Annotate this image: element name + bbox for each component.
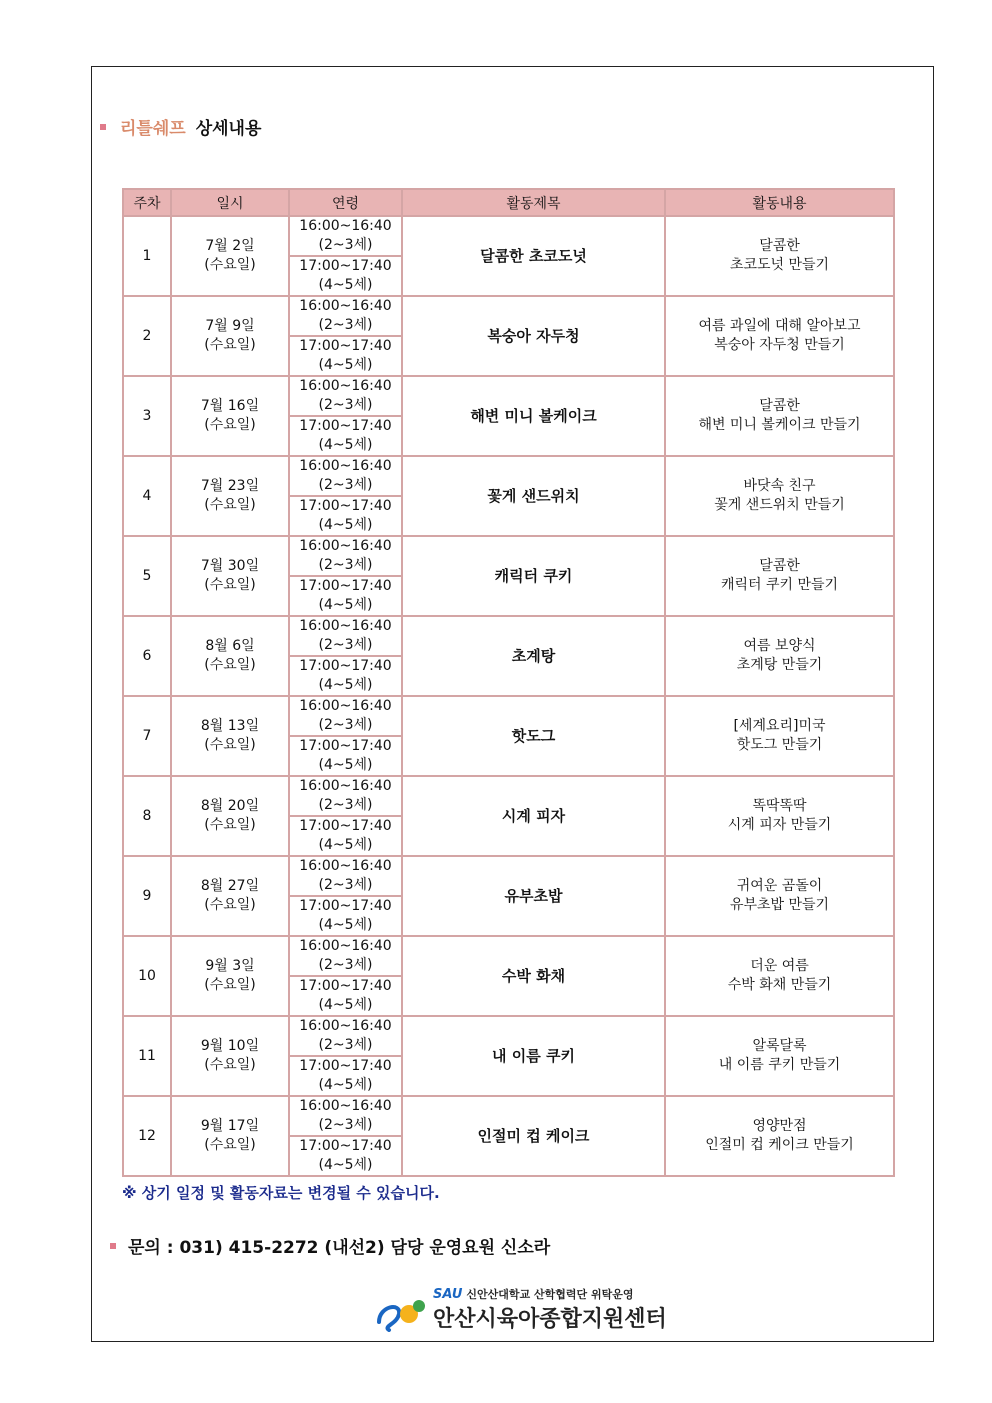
time-text: 16:00~16:40 xyxy=(299,538,392,554)
age-text: (4~5세) xyxy=(318,277,373,293)
age-text: (2~3세) xyxy=(318,877,373,893)
age-text: (2~3세) xyxy=(318,477,373,493)
activity-content xyxy=(665,536,894,616)
content-line-1: 귀여운 곰돌이 xyxy=(736,878,823,894)
week-cell: 6 xyxy=(123,616,171,696)
activity-title: 수박 화채 xyxy=(402,936,665,1016)
age-slot-1 xyxy=(289,1016,402,1056)
activity-title: 캐릭터 쿠키 xyxy=(402,536,665,616)
age-slot-1 xyxy=(289,616,402,656)
table-row xyxy=(123,376,894,416)
age-text: (2~3세) xyxy=(318,637,373,653)
date-cell xyxy=(171,456,289,536)
age-slot-1 xyxy=(289,376,402,416)
time-text: 17:00~17:40 xyxy=(299,418,392,434)
date-text: 7월 30일 xyxy=(200,558,260,574)
time-text: 16:00~16:40 xyxy=(299,698,392,714)
date-text: 9월 3일 xyxy=(205,958,255,974)
header-date: 일시 xyxy=(171,189,289,216)
table-row xyxy=(123,1016,894,1056)
activity-content xyxy=(665,456,894,536)
content-line-1: 여름 과일에 대해 알아보고 xyxy=(698,318,861,334)
age-slot-2 xyxy=(289,896,402,936)
bullet-icon xyxy=(100,124,106,130)
age-slot-2 xyxy=(289,496,402,536)
date-text: 8월 27일 xyxy=(200,878,260,894)
table-row xyxy=(123,296,894,336)
time-text: 17:00~17:40 xyxy=(299,658,392,674)
section-title-accent: 리틀쉐프 xyxy=(120,119,186,139)
time-text: 17:00~17:40 xyxy=(299,898,392,914)
table-row xyxy=(123,856,894,896)
activity-content xyxy=(665,296,894,376)
content-line-2: 해변 미니 볼케이크 만들기 xyxy=(698,417,861,433)
contact-info xyxy=(110,1233,550,1258)
age-slot-2 xyxy=(289,976,402,1016)
content-line-2: 꽃게 샌드위치 만들기 xyxy=(714,497,845,513)
time-text: 17:00~17:40 xyxy=(299,738,392,754)
date-text: 9월 10일 xyxy=(200,1038,260,1054)
time-text: 16:00~16:40 xyxy=(299,1018,392,1034)
content-line-1: 똑딱똑딱 xyxy=(752,798,807,814)
content-line-1: 달콤한 xyxy=(759,558,800,574)
activity-content xyxy=(665,1096,894,1176)
table-row xyxy=(123,936,894,976)
time-text: 16:00~16:40 xyxy=(299,1098,392,1114)
activity-title: 꽃게 샌드위치 xyxy=(402,456,665,536)
age-slot-2 xyxy=(289,416,402,456)
week-cell: 10 xyxy=(123,936,171,1016)
content-line-1: 영양만점 xyxy=(752,1118,807,1134)
day-text: (수요일) xyxy=(204,1057,256,1073)
content-line-2: 초코도넛 만들기 xyxy=(729,257,830,273)
age-slot-1 xyxy=(289,216,402,256)
age-text: (2~3세) xyxy=(318,237,373,253)
date-cell xyxy=(171,1016,289,1096)
time-text: 16:00~16:40 xyxy=(299,618,392,634)
week-cell: 5 xyxy=(123,536,171,616)
table-row xyxy=(123,456,894,496)
age-text: (2~3세) xyxy=(318,397,373,413)
time-text: 17:00~17:40 xyxy=(299,498,392,514)
activity-content xyxy=(665,936,894,1016)
age-text: (2~3세) xyxy=(318,557,373,573)
date-text: 8월 6일 xyxy=(205,638,255,654)
content-line-1: [세계요리]미국 xyxy=(733,718,826,734)
age-text: (2~3세) xyxy=(318,797,373,813)
day-text: (수요일) xyxy=(204,497,256,513)
time-text: 16:00~16:40 xyxy=(299,218,392,234)
content-line-1: 달콤한 xyxy=(759,238,800,254)
table-header-row xyxy=(123,189,894,216)
week-cell: 3 xyxy=(123,376,171,456)
section-title xyxy=(100,114,261,139)
age-text: (2~3세) xyxy=(318,317,373,333)
time-text: 17:00~17:40 xyxy=(299,1058,392,1074)
time-text: 16:00~16:40 xyxy=(299,298,392,314)
date-cell xyxy=(171,1096,289,1176)
age-text: (4~5세) xyxy=(318,357,373,373)
day-text: (수요일) xyxy=(204,657,256,673)
week-cell: 4 xyxy=(123,456,171,536)
date-cell xyxy=(171,216,289,296)
date-text: 7월 23일 xyxy=(200,478,260,494)
section-title-text: 상세내용 xyxy=(195,119,262,139)
date-text: 8월 13일 xyxy=(200,718,260,734)
age-slot-1 xyxy=(289,536,402,576)
content-line-2: 유부초밥 만들기 xyxy=(729,897,830,913)
bullet-icon xyxy=(110,1243,116,1249)
date-text: 9월 17일 xyxy=(200,1118,260,1134)
age-text: (4~5세) xyxy=(318,1157,373,1173)
day-text: (수요일) xyxy=(204,1137,256,1153)
age-slot-2 xyxy=(289,656,402,696)
date-cell xyxy=(171,536,289,616)
logo-subtitle-text: 신안산대학교 산학협력단 위탁운영 xyxy=(466,1288,634,1301)
content-line-2: 시계 피자 만들기 xyxy=(727,817,832,833)
activity-title: 복숭아 자두청 xyxy=(402,296,665,376)
day-text: (수요일) xyxy=(204,817,256,833)
age-slot-2 xyxy=(289,336,402,376)
activity-title: 인절미 컵 케이크 xyxy=(402,1096,665,1176)
logo-name: 안산시육아종합지원센터 xyxy=(433,1307,667,1332)
age-slot-2 xyxy=(289,736,402,776)
age-text: (4~5세) xyxy=(318,757,373,773)
content-line-1: 더운 여름 xyxy=(750,958,809,974)
age-text: (2~3세) xyxy=(318,1037,373,1053)
activity-title: 초계탕 xyxy=(402,616,665,696)
day-text: (수요일) xyxy=(204,577,256,593)
age-text: (4~5세) xyxy=(318,1077,373,1093)
header-age: 연령 xyxy=(289,189,402,216)
age-slot-1 xyxy=(289,696,402,736)
day-text: (수요일) xyxy=(204,737,256,753)
table-row xyxy=(123,1096,894,1136)
activity-title: 유부초밥 xyxy=(402,856,665,936)
week-cell: 8 xyxy=(123,776,171,856)
table-row xyxy=(123,616,894,656)
week-cell: 7 xyxy=(123,696,171,776)
center-logo-icon xyxy=(375,1292,427,1332)
table-row xyxy=(123,696,894,736)
day-text: (수요일) xyxy=(204,257,256,273)
content-line-1: 알록달록 xyxy=(752,1038,807,1054)
date-cell xyxy=(171,936,289,1016)
age-text: (2~3세) xyxy=(318,1117,373,1133)
age-slot-1 xyxy=(289,456,402,496)
schedule-change-note: ※ 상기 일정 및 활동자료는 변경될 수 있습니다. xyxy=(122,1184,440,1202)
time-text: 17:00~17:40 xyxy=(299,1138,392,1154)
day-text: (수요일) xyxy=(204,897,256,913)
contact-text: 문의 : 031) 415-2272 (내선2) 담당 운영요원 신소라 xyxy=(128,1238,551,1258)
age-slot-1 xyxy=(289,1096,402,1136)
week-cell: 12 xyxy=(123,1096,171,1176)
age-text: (4~5세) xyxy=(318,517,373,533)
activity-content xyxy=(665,216,894,296)
date-text: 8월 20일 xyxy=(200,798,260,814)
schedule-table xyxy=(122,188,895,1177)
age-text: (4~5세) xyxy=(318,997,373,1013)
time-text: 16:00~16:40 xyxy=(299,858,392,874)
week-cell: 1 xyxy=(123,216,171,296)
time-text: 17:00~17:40 xyxy=(299,338,392,354)
content-line-2: 복숭아 자두청 만들기 xyxy=(714,337,845,353)
age-slot-2 xyxy=(289,576,402,616)
age-text: (4~5세) xyxy=(318,437,373,453)
date-text: 7월 16일 xyxy=(200,398,260,414)
activity-title: 해변 미니 볼케이크 xyxy=(402,376,665,456)
time-text: 17:00~17:40 xyxy=(299,258,392,274)
content-line-2: 핫도그 만들기 xyxy=(736,737,823,753)
activity-content xyxy=(665,1016,894,1096)
content-line-2: 내 이름 쿠키 만들기 xyxy=(718,1057,841,1073)
content-line-2: 캐릭터 쿠키 만들기 xyxy=(720,577,839,593)
date-cell xyxy=(171,616,289,696)
age-slot-1 xyxy=(289,936,402,976)
time-text: 17:00~17:40 xyxy=(299,818,392,834)
header-week: 주차 xyxy=(123,189,171,216)
activity-content xyxy=(665,376,894,456)
header-content: 활동내용 xyxy=(665,189,894,216)
center-logo xyxy=(375,1286,667,1334)
table-row xyxy=(123,536,894,576)
week-cell: 9 xyxy=(123,856,171,936)
age-slot-2 xyxy=(289,1056,402,1096)
age-text: (4~5세) xyxy=(318,677,373,693)
time-text: 16:00~16:40 xyxy=(299,458,392,474)
age-slot-1 xyxy=(289,856,402,896)
table-row xyxy=(123,216,894,256)
content-line-1: 바닷속 친구 xyxy=(743,478,816,494)
date-cell xyxy=(171,856,289,936)
date-cell xyxy=(171,296,289,376)
day-text: (수요일) xyxy=(204,337,256,353)
age-text: (4~5세) xyxy=(318,597,373,613)
time-text: 17:00~17:40 xyxy=(299,578,392,594)
activity-content xyxy=(665,856,894,936)
date-cell xyxy=(171,376,289,456)
time-text: 17:00~17:40 xyxy=(299,978,392,994)
age-text: (2~3세) xyxy=(318,957,373,973)
content-line-2: 수박 화채 만들기 xyxy=(727,977,832,993)
date-cell xyxy=(171,776,289,856)
age-slot-2 xyxy=(289,816,402,856)
time-text: 16:00~16:40 xyxy=(299,378,392,394)
sau-logo-text: SAU xyxy=(433,1287,463,1302)
activity-title: 달콤한 초코도넛 xyxy=(402,216,665,296)
table-row xyxy=(123,776,894,816)
age-text: (4~5세) xyxy=(318,837,373,853)
time-text: 16:00~16:40 xyxy=(299,778,392,794)
week-cell: 2 xyxy=(123,296,171,376)
age-slot-2 xyxy=(289,1136,402,1176)
activity-content xyxy=(665,776,894,856)
activity-title: 시계 피자 xyxy=(402,776,665,856)
logo-subtitle xyxy=(433,1286,633,1302)
week-cell: 11 xyxy=(123,1016,171,1096)
date-text: 7월 2일 xyxy=(205,238,255,254)
age-slot-2 xyxy=(289,256,402,296)
age-text: (4~5세) xyxy=(318,917,373,933)
content-line-1: 달콤한 xyxy=(759,398,800,414)
age-slot-1 xyxy=(289,296,402,336)
header-title: 활동제목 xyxy=(402,189,665,216)
activity-title: 핫도그 xyxy=(402,696,665,776)
age-text: (2~3세) xyxy=(318,717,373,733)
content-line-2: 초계탕 만들기 xyxy=(736,657,823,673)
age-slot-1 xyxy=(289,776,402,816)
day-text: (수요일) xyxy=(204,977,256,993)
activity-content xyxy=(665,616,894,696)
content-line-2: 인절미 컵 케이크 만들기 xyxy=(705,1137,854,1153)
date-text: 7월 9일 xyxy=(205,318,255,334)
activity-title: 내 이름 쿠키 xyxy=(402,1016,665,1096)
day-text: (수요일) xyxy=(204,417,256,433)
time-text: 16:00~16:40 xyxy=(299,938,392,954)
activity-content xyxy=(665,696,894,776)
date-cell xyxy=(171,696,289,776)
content-line-1: 여름 보양식 xyxy=(743,638,816,654)
